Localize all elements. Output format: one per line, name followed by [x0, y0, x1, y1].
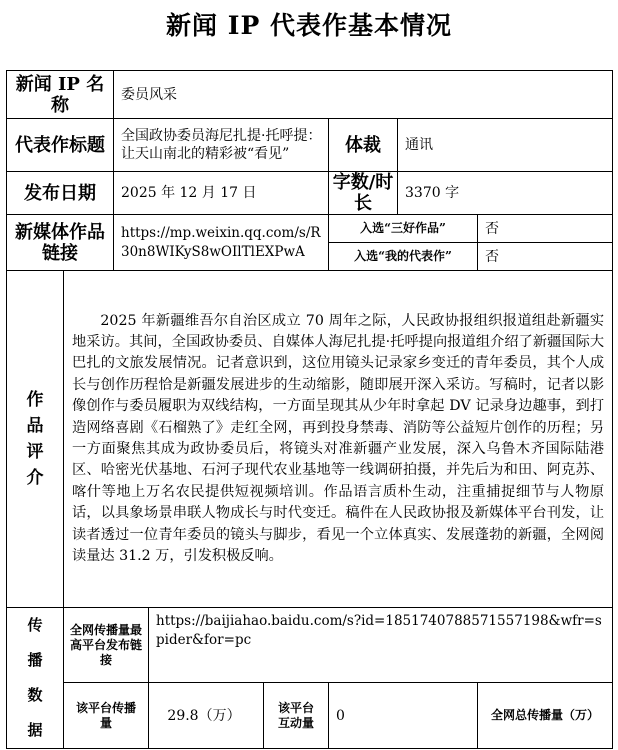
link-value-cell	[114, 215, 329, 271]
evaluation-label-cell	[7, 271, 64, 608]
row-spread-numbers	[7, 683, 613, 749]
selected-three-good-value-cell	[478, 215, 613, 243]
link-label: 新媒体作品链接	[15, 221, 105, 264]
publish-date-label: 发布日期	[24, 182, 96, 204]
work-title-value-cell	[114, 119, 329, 172]
row-publish-date	[7, 172, 613, 215]
row-spread-link	[7, 608, 613, 683]
total-reach-label: 全网总传播量（万）	[491, 708, 600, 723]
work-title-value: 全国政协委员海尼扎提·托呼提：让天山南北的精彩被“看见”	[121, 128, 322, 162]
selected-my-work-label: 入选“我的代表作”	[354, 249, 452, 263]
selected-three-good-label: 入选“三好作品”	[360, 221, 446, 235]
word-count-value: 3370 字	[405, 185, 460, 201]
platform-reach-label-cell	[64, 683, 149, 749]
ip-name-value-cell	[114, 71, 613, 119]
platform-interaction-value-cell	[329, 683, 478, 749]
publish-date-label-cell	[7, 172, 114, 215]
link-value[interactable]: https://mp.weixin.qq.com/s/R30n8WIKyS8wOIlTlEXPwA	[121, 224, 321, 260]
selected-three-good-value: 否	[485, 220, 499, 237]
evaluation-text: 2025 年新疆维吾尔自治区成立 70 周年之际，人民政协报组织报道组赴新疆实地采访。其间，全国政协委员、自媒体人海尼扎提·托呼提向报道组介绍了新疆国际大巴扎的文旅发展情况。记者意识到，这位用镜头记录家乡变迁的青年委员，其个人成长与创作历程恰是新疆发展进步的生动缩影，随即展开深入采访。写稿时，记者以影像创作与委员履职为双线结构，一方面呈现其从少年时拿起 DV 记录身边趣事，到打造网络喜剧《石榴熟了》走红全网，再到投身禁毒、消防等公益短片创作的历程；另一方面聚焦其成为政协委员后，将镜头对准新疆产业发展，深入乌鲁木齐国际陆港区、哈密光伏基地、石河子现代农业基地等一线调研拍摄，并先后为和田、阿克苏、喀什等地上万名农民提供短视频培训。作品语言质朴生动，注重捕捉细节与人物原话，以具象场景串联人物成长与时代变迁。稿件在人民政协报及新媒体平台刊发，让读者透过一位青年委员的镜头与脚步，看见一个立体真实、发展蓬勃的新疆，全网阅读量达 31.2 万，引发积极反响。	[72, 312, 605, 565]
page-title: 新闻 IP 代表作基本情况	[166, 11, 452, 40]
evaluation-text-cell	[64, 271, 613, 608]
platform-interaction-label-cell	[264, 683, 329, 749]
platform-interaction-value: 0	[336, 707, 345, 724]
link-label-cell	[7, 215, 114, 271]
ip-name-label: 新闻 IP 名称	[15, 73, 105, 116]
spread-label-cell	[7, 608, 64, 749]
top-platform-label: 全网传播量最高平台发布链接	[69, 622, 142, 667]
evaluation-label: 作品评介	[26, 390, 44, 488]
word-count-label-cell	[329, 172, 398, 215]
publish-date-value: 2025 年 12 月 17 日	[121, 185, 257, 201]
top-platform-link[interactable]: https://baijiahao.baidu.com/s?id=1851740788571557198&wfr=spider&for=pc	[156, 613, 602, 648]
genre-label-cell	[329, 119, 398, 172]
platform-interaction-label: 该平台互动量	[277, 700, 314, 730]
ip-name-value: 委员风采	[121, 86, 177, 103]
row-link	[7, 215, 613, 243]
selected-my-work-label-cell	[329, 243, 478, 271]
work-title-label: 代表作标题	[15, 134, 105, 156]
top-platform-link-cell	[149, 608, 613, 683]
top-platform-label-cell	[64, 608, 149, 683]
genre-value: 通讯	[405, 137, 433, 153]
selected-my-work-value-cell	[478, 243, 613, 271]
selected-my-work-value: 否	[485, 248, 499, 265]
ip-name-label-cell	[7, 71, 114, 119]
selected-three-good-label-cell	[329, 215, 478, 243]
row-work-title	[7, 119, 613, 172]
row-evaluation	[7, 271, 613, 608]
spread-label: 传播数据	[27, 616, 43, 739]
row-ip-name	[7, 71, 613, 119]
ip-info-table	[6, 70, 613, 749]
work-title-label-cell	[7, 119, 114, 172]
platform-reach-label: 该平台传播量	[75, 700, 136, 730]
word-count-value-cell	[398, 172, 613, 215]
platform-reach-value-cell	[149, 683, 264, 749]
publish-date-value-cell	[114, 172, 329, 215]
platform-reach-value: 29.8（万）	[167, 707, 241, 724]
word-count-label: 字数/时长	[332, 172, 394, 214]
genre-value-cell	[398, 119, 613, 172]
total-reach-label-cell	[478, 683, 613, 749]
genre-label: 体裁	[345, 134, 381, 156]
